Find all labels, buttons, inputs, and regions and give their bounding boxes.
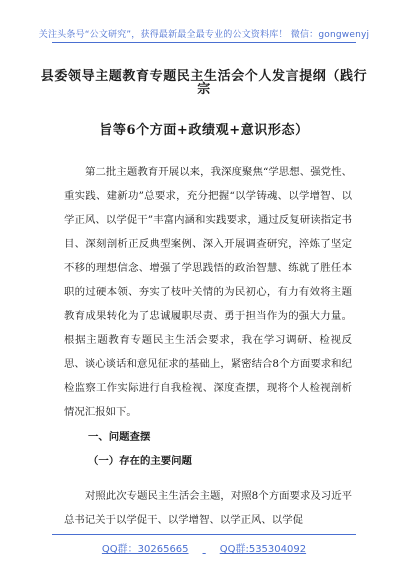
header-divider — [52, 42, 356, 43]
header-banner: 关注头条号“公文研究”，获得最新最全最专业的公文资料库！ 微信：gongwenyj — [38, 30, 370, 40]
document-title-line-1: 县委领导主题教育专题民主生活会个人发言提纲（践行宗 — [40, 69, 368, 97]
subsection-heading-main-problems: （一）存在的主要问题 — [88, 455, 192, 467]
document-title-line-2: 旨等6个方面+政绩观+意识形态） — [99, 123, 309, 138]
footer-qq-group-2[interactable]: QQ群:535304092 — [219, 544, 307, 555]
footer-divider — [52, 534, 356, 535]
intro-paragraph: 第二批主题教育开展以来，我深度聚焦“学思想、强党性、重实践、建新功”总要求，充分把握“以学铸魂、以学增智、以学正风、以学促干”丰富内涵和实践要求，通过反复研读指定书目、深刻剖析正反典型案例、深入开展调查研究，淬炼了坚定不移的理想信念、增强了学思践悟的政治智慧、练就了胜任本职的过硬本领、夯实了枝叶关情的为民初心，有力有效将主题教育成果转化为了忠诚履职尽责、勇于担当作为的强大力量。根据主题教育专题民主生活会要求，我在学习调研、检视反思、谈心谈话和意见征求的基础上，紧密结合8个方面要求和纪检监察工作实际进行自我检视、深度查摆，现将个人检视剖析情况汇报如下。 — [64, 166, 352, 418]
body-paragraph: 对照此次专题民主生活会主题，对照8个方面要求及习近平总书记关于以学促干、以学增智、以学正风、以学促 — [64, 490, 352, 526]
section-heading-problems: 一、问题查摆 — [88, 431, 151, 443]
footer-qq-group-1[interactable]: QQ群：30265665 — [101, 544, 189, 555]
footer-contact — [0, 540, 408, 555]
